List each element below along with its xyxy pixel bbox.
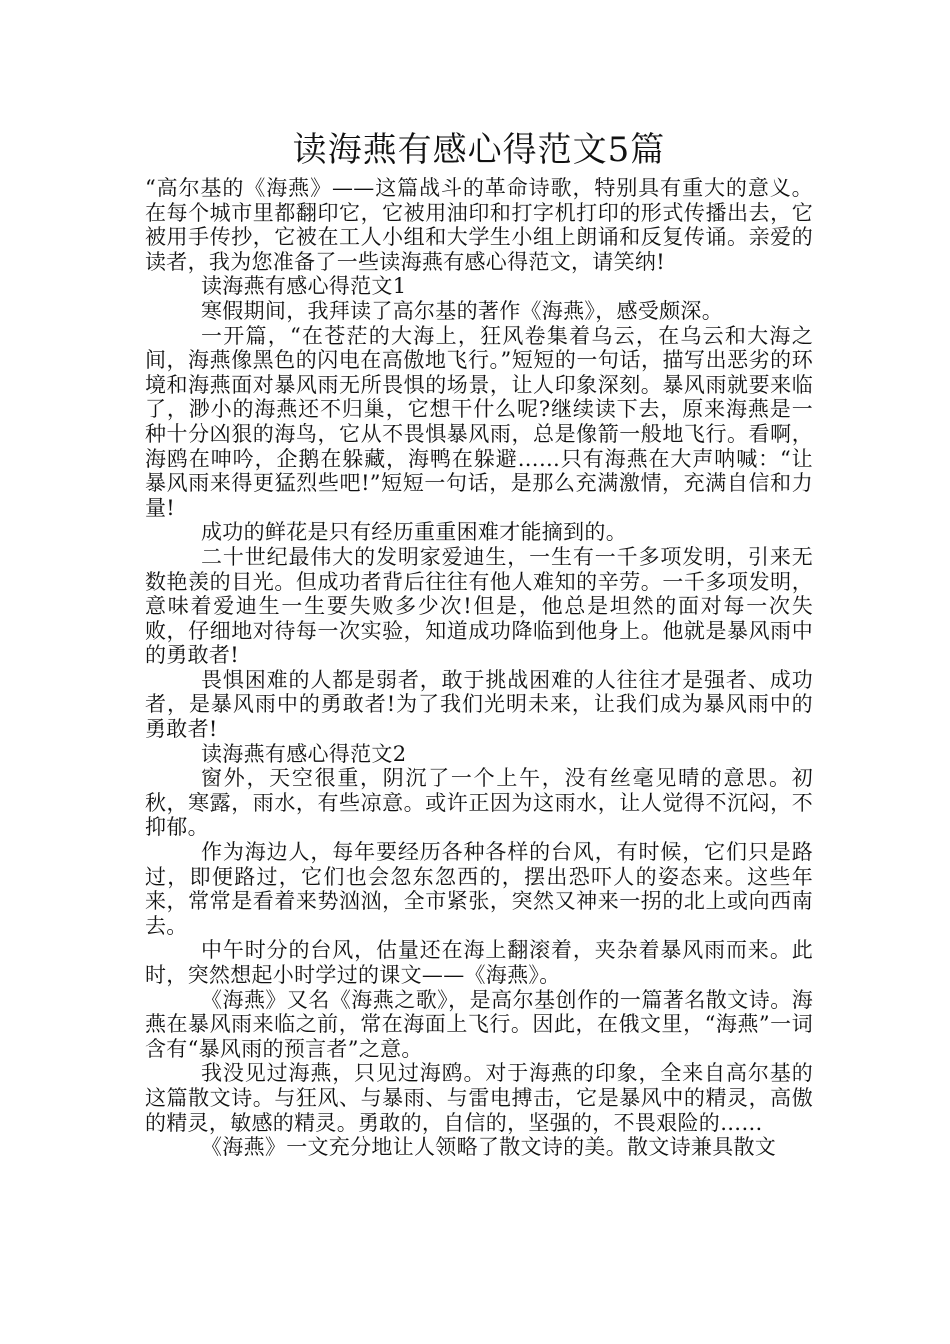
paragraph: 作为海边人，每年要经历各种各样的台风，有时候，它们只是路过，即便路过，它们也会忽东忽西的，摆出恐吓人的姿态来。这些年来，常常是看着来势汹汹，全市紧张，突然又神来一拐的北上或向西南去。 — [145, 840, 813, 938]
paragraph: 二十世纪最伟大的发明家爱迪生，一生有一千多项发明，引来无数艳羡的目光。但成功者背后往往有他人难知的辛劳。一千多项发明，意味着爱迪生一生要失败多少次!但是，他总是坦然的面对每一次失败，仔细地对待每一次实验，知道成功降临到他身上。他就是暴风雨中的勇敢者! — [145, 544, 813, 668]
section-heading-2: 读海燕有感心得范文2 — [201, 741, 407, 766]
intro-paragraph: “高尔基的《海燕》——这篇战斗的革命诗歌，特别具有重大的意义。在每个城市里都翻印它，它被用油印和打字机打印的形式传播出去，它被用手传抄，它被在工人小组和大学生小组上朗诵和反复传诵。亲爱的读者，我为您准备了一些读海燕有感心得范文，请笑纳! — [145, 176, 813, 274]
paragraph: 一开篇，“在苍茫的大海上，狂风卷集着乌云，在乌云和大海之间，海燕像黑色的闪电在高傲地飞行。”短短的一句话，描写出恶劣的环境和海燕面对暴风雨无所畏惧的场景，让人印象深刻。暴风雨就要来临了，渺小的海燕还不归巢，它想干什么呢?继续读下去，原来海燕是一种十分凶狠的海鸟，它从不畏惧暴风雨，总是像箭一般地飞行。看啊，海鸥在呻吟，企鹅在躲藏，海鸭在躲避……只有海燕在大声呐喊：“让暴风雨来得更猛烈些吧!”短短一句话，是那么充满激情，充满自信和力量! — [145, 323, 813, 520]
paragraph: 我没见过海燕，只见过海鸥。对于海燕的印象，全来自高尔基的这篇散文诗。与狂风、与暴雨、与雷电搏击，它是暴风中的精灵，高傲的精灵，敏感的精灵。勇敢的，自信的，坚强的，不畏艰险的…… — [145, 1061, 813, 1135]
paragraph: 成功的鲜花是只有经历重重困难才能摘到的。 — [201, 520, 627, 545]
paragraph: 中午时分的台风，估量还在海上翻滚着，夹杂着暴风雨而来。此时，突然想起小时学过的课文——《海燕》。 — [145, 938, 813, 987]
paragraph: 《海燕》一文充分地让人领略了散文诗的美。散文诗兼具散文 — [201, 1135, 777, 1160]
paragraph: 畏惧困难的人都是弱者，敢于挑战困难的人往往才是强者、成功者，是暴风雨中的勇敢者!为了我们光明未来，让我们成为暴风雨中的勇敢者! — [145, 667, 813, 742]
paragraph: 寒假期间，我拜读了高尔基的著作《海燕》，感受颇深。 — [201, 298, 723, 323]
section-heading-1: 读海燕有感心得范文1 — [201, 274, 407, 299]
document-title: 读海燕有感心得范文5篇 — [292, 130, 666, 170]
document-page — [145, 128, 813, 1160]
paragraph: 《海燕》又名《海燕之歌》，是高尔基创作的一篇著名散文诗。海燕在暴风雨来临之前，常在海面上飞行。因此，在俄文里，“海燕”一词含有“暴风雨的预言者”之意。 — [145, 987, 813, 1061]
paragraph: 窗外，天空很重，阴沉了一个上午，没有丝毫见晴的意思。初秋，寒露，雨水，有些凉意。或许正因为这雨水，让人觉得不沉闷，不抑郁。 — [145, 766, 813, 840]
document-body — [145, 176, 813, 1160]
